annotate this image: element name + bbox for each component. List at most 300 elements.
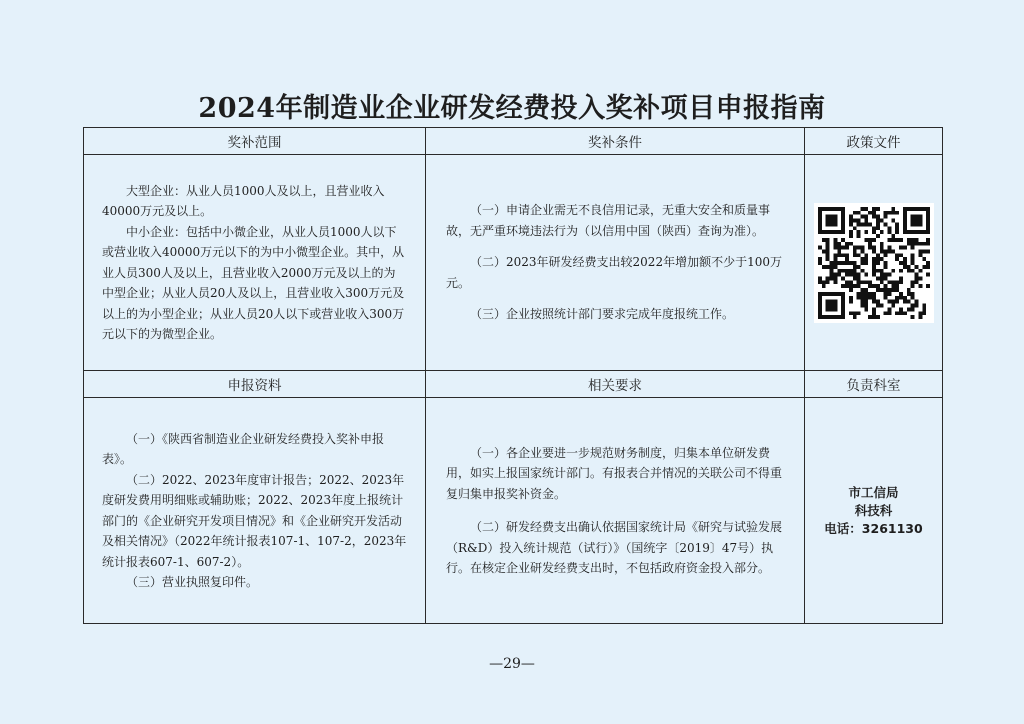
header-conditions: 奖补条件 bbox=[426, 128, 805, 155]
header-row-1 bbox=[84, 128, 943, 155]
qr-module bbox=[918, 268, 922, 272]
qr-module bbox=[891, 299, 895, 303]
qr-module bbox=[914, 241, 918, 245]
qr-module bbox=[872, 307, 876, 311]
qr-module bbox=[875, 299, 879, 303]
qr-module bbox=[821, 237, 825, 241]
qr-module bbox=[864, 291, 868, 295]
qr-module bbox=[856, 295, 860, 299]
header-scope: 奖补范围 bbox=[84, 128, 426, 155]
qr-module bbox=[852, 272, 856, 276]
qr-module bbox=[825, 218, 829, 222]
qr-module bbox=[833, 218, 837, 222]
qr-module bbox=[926, 237, 930, 241]
qr-module bbox=[837, 261, 841, 265]
qr-module bbox=[922, 207, 926, 211]
qr-module bbox=[883, 210, 887, 214]
qr-module bbox=[891, 303, 895, 307]
qr-module bbox=[875, 315, 879, 319]
qr-module bbox=[837, 207, 841, 211]
qr-module bbox=[856, 234, 860, 238]
qr-module bbox=[829, 207, 833, 211]
scope-paragraph: 中小企业：包括中小微企业，从业人员1000人以下或营业收入40000万元以下的为中小微型企业。其中，从业人员300人及以上，且营业收入2000万元及以上的为中型企业；从业人员20人及以上，且营业收入300万元及以上的为小型企业；从业人员20人以下或营业收入300万元以下的为微型企业。 bbox=[102, 224, 405, 341]
qr-module bbox=[864, 218, 868, 222]
qr-module bbox=[848, 241, 852, 245]
qr-module bbox=[883, 261, 887, 265]
qr-module bbox=[906, 207, 910, 211]
qr-module bbox=[833, 299, 837, 303]
qr-module bbox=[872, 237, 876, 241]
qr-module bbox=[926, 284, 930, 288]
qr-module bbox=[914, 272, 918, 276]
qr-module bbox=[906, 307, 910, 311]
qr-module bbox=[864, 280, 868, 284]
qr-module bbox=[864, 214, 868, 218]
qr-module bbox=[841, 299, 845, 303]
qr-module bbox=[848, 268, 852, 272]
qr-module bbox=[833, 276, 837, 280]
qr-module bbox=[902, 264, 906, 268]
qr-module bbox=[872, 264, 876, 268]
qr-module bbox=[852, 245, 856, 249]
qr-module bbox=[891, 207, 895, 211]
qr-module bbox=[821, 315, 825, 319]
qr-module bbox=[902, 311, 906, 315]
qr-module bbox=[845, 257, 849, 261]
qr-module bbox=[910, 291, 914, 295]
qr-module bbox=[895, 311, 899, 315]
qr-module bbox=[868, 295, 872, 299]
qr-module bbox=[879, 288, 883, 292]
qr-module bbox=[895, 299, 899, 303]
qr-module bbox=[833, 207, 837, 211]
qr-module bbox=[910, 230, 914, 234]
qr-module bbox=[825, 222, 829, 226]
qr-module bbox=[864, 207, 868, 211]
office-name: 市工信局 bbox=[848, 484, 899, 500]
qr-module bbox=[910, 261, 914, 265]
qr-module bbox=[833, 222, 837, 226]
qr-module bbox=[895, 257, 899, 261]
qr-module bbox=[852, 284, 856, 288]
qr-module bbox=[825, 291, 829, 295]
qr-module bbox=[887, 307, 891, 311]
qr-module bbox=[872, 291, 876, 295]
qr-module bbox=[821, 230, 825, 234]
qr-module bbox=[829, 272, 833, 276]
qr-module bbox=[825, 276, 829, 280]
qr-module bbox=[833, 291, 837, 295]
qr-module bbox=[837, 253, 841, 257]
qr-module bbox=[821, 249, 825, 253]
qr-module bbox=[852, 210, 856, 214]
qr-module bbox=[872, 299, 876, 303]
page-number: —29— bbox=[489, 656, 535, 672]
qr-module bbox=[910, 284, 914, 288]
qr-module bbox=[899, 268, 903, 272]
qr-module bbox=[902, 222, 906, 226]
qr-module bbox=[825, 303, 829, 307]
qr-module bbox=[922, 241, 926, 245]
qr-module bbox=[829, 299, 833, 303]
qr-module bbox=[883, 276, 887, 280]
qr-module bbox=[895, 280, 899, 284]
qr-module bbox=[887, 237, 891, 241]
qr-module bbox=[875, 234, 879, 238]
qr-module bbox=[818, 303, 822, 307]
qr-module bbox=[879, 276, 883, 280]
condition-paragraph: （三）企业按照统计部门要求完成年度报统工作。 bbox=[470, 307, 735, 322]
qr-module bbox=[910, 268, 914, 272]
qr-module bbox=[833, 315, 837, 319]
header-policy: 政策文件 bbox=[805, 128, 943, 155]
qr-module bbox=[821, 291, 825, 295]
qr-module bbox=[852, 253, 856, 257]
qr-module bbox=[918, 222, 922, 226]
qr-module bbox=[829, 218, 833, 222]
qr-module bbox=[860, 288, 864, 292]
qr-module bbox=[818, 307, 822, 311]
qr-module bbox=[883, 264, 887, 268]
header-row-2 bbox=[84, 371, 943, 398]
qr-module bbox=[902, 214, 906, 218]
qr-module bbox=[887, 288, 891, 292]
qr-module bbox=[825, 245, 829, 249]
qr-code-icon[interactable] bbox=[814, 203, 934, 323]
qr-module bbox=[856, 291, 860, 295]
qr-module bbox=[899, 291, 903, 295]
qr-module bbox=[899, 311, 903, 315]
qr-module bbox=[845, 268, 849, 272]
qr-module bbox=[829, 230, 833, 234]
qr-module bbox=[864, 261, 868, 265]
qr-module bbox=[818, 257, 822, 261]
qr-module bbox=[899, 237, 903, 241]
qr-module bbox=[821, 264, 825, 268]
qr-module bbox=[906, 241, 910, 245]
header-office: 负责科室 bbox=[805, 371, 943, 398]
qr-module bbox=[926, 230, 930, 234]
qr-module bbox=[825, 207, 829, 211]
qr-module bbox=[875, 288, 879, 292]
qr-module bbox=[841, 237, 845, 241]
qr-module bbox=[864, 253, 868, 257]
qr-module bbox=[837, 230, 841, 234]
qr-module bbox=[829, 303, 833, 307]
qr-module bbox=[910, 257, 914, 261]
qr-module bbox=[868, 280, 872, 284]
qr-module bbox=[845, 241, 849, 245]
qr-module bbox=[841, 226, 845, 230]
qr-module bbox=[825, 299, 829, 303]
qr-module bbox=[926, 207, 930, 211]
qr-module bbox=[926, 272, 930, 276]
qr-module bbox=[818, 299, 822, 303]
qr-module bbox=[818, 226, 822, 230]
qr-module bbox=[825, 264, 829, 268]
qr-module bbox=[906, 299, 910, 303]
qr-module bbox=[818, 261, 822, 265]
qr-module bbox=[887, 245, 891, 249]
qr-module bbox=[891, 237, 895, 241]
qr-module bbox=[926, 226, 930, 230]
qr-module bbox=[856, 264, 860, 268]
qr-module bbox=[891, 218, 895, 222]
qr-module bbox=[914, 207, 918, 211]
qr-module bbox=[860, 245, 864, 249]
qr-module bbox=[914, 280, 918, 284]
qr-module bbox=[868, 245, 872, 249]
qr-module bbox=[837, 268, 841, 272]
qr-module bbox=[837, 272, 841, 276]
qr-module bbox=[825, 249, 829, 253]
qr-module bbox=[841, 261, 845, 265]
qr-module bbox=[868, 222, 872, 226]
qr-module bbox=[860, 280, 864, 284]
qr-module bbox=[818, 291, 822, 295]
qr-module bbox=[848, 234, 852, 238]
qr-module bbox=[841, 303, 845, 307]
qr-module bbox=[837, 291, 841, 295]
qr-module bbox=[841, 284, 845, 288]
qr-module bbox=[887, 280, 891, 284]
qr-module bbox=[856, 210, 860, 214]
qr-module bbox=[926, 249, 930, 253]
qr-module bbox=[856, 284, 860, 288]
qr-module bbox=[883, 222, 887, 226]
qr-module bbox=[926, 261, 930, 265]
qr-module bbox=[887, 249, 891, 253]
office-phone: 电话：3261130 bbox=[824, 520, 923, 536]
qr-module bbox=[833, 237, 837, 241]
qr-module bbox=[875, 303, 879, 307]
qr-module bbox=[833, 303, 837, 307]
qr-module bbox=[883, 214, 887, 218]
qr-module bbox=[841, 276, 845, 280]
qr-module bbox=[895, 288, 899, 292]
qr-module bbox=[833, 280, 837, 284]
qr-module bbox=[872, 245, 876, 249]
qr-module bbox=[833, 307, 837, 311]
qr-module bbox=[845, 284, 849, 288]
qr-module bbox=[841, 222, 845, 226]
qr-module bbox=[926, 241, 930, 245]
scope-paragraph: 大型企业：从业人员1000人及以上，且营业收入40000万元及以上。 bbox=[102, 183, 385, 218]
qr-module bbox=[856, 276, 860, 280]
qr-module bbox=[875, 214, 879, 218]
qr-module bbox=[837, 245, 841, 249]
qr-module bbox=[860, 261, 864, 265]
qr-module bbox=[833, 272, 837, 276]
qr-module bbox=[902, 210, 906, 214]
qr-module bbox=[825, 241, 829, 245]
qr-module bbox=[856, 280, 860, 284]
qr-module bbox=[887, 311, 891, 315]
qr-module bbox=[918, 207, 922, 211]
qr-module bbox=[879, 218, 883, 222]
body-row-2 bbox=[84, 398, 943, 624]
conditions-cell bbox=[426, 155, 805, 371]
qr-module bbox=[848, 280, 852, 284]
qr-module bbox=[829, 291, 833, 295]
qr-module bbox=[848, 288, 852, 292]
requirement-paragraph: （一）各企业要进一步规范财务制度，归集本单位研发费用，如实上报国家统计部门。有报表合并情况的关联公司不得重复归集申报奖补资金。 bbox=[446, 445, 783, 501]
qr-module bbox=[818, 214, 822, 218]
qr-module bbox=[818, 207, 822, 211]
qr-module bbox=[860, 268, 864, 272]
qr-module bbox=[864, 303, 868, 307]
qr-module bbox=[872, 210, 876, 214]
qr-module bbox=[860, 207, 864, 211]
qr-module bbox=[825, 257, 829, 261]
qr-module bbox=[837, 241, 841, 245]
qr-module bbox=[895, 222, 899, 226]
qr-module bbox=[926, 210, 930, 214]
qr-module bbox=[872, 230, 876, 234]
qr-module bbox=[848, 272, 852, 276]
qr-module bbox=[818, 210, 822, 214]
qr-module bbox=[848, 311, 852, 315]
qr-module bbox=[914, 222, 918, 226]
qr-module bbox=[856, 245, 860, 249]
qr-module bbox=[918, 230, 922, 234]
qr-module bbox=[902, 295, 906, 299]
qr-module bbox=[864, 222, 868, 226]
qr-module bbox=[852, 268, 856, 272]
qr-module bbox=[860, 222, 864, 226]
qr-module bbox=[833, 261, 837, 265]
qr-module bbox=[833, 253, 837, 257]
qr-module bbox=[910, 280, 914, 284]
qr-module bbox=[845, 245, 849, 249]
condition-paragraph: （一）申请企业需无不良信用记录，无重大安全和质量事故，无严重环境违法行为（以信用中国（陕西）查询为准）。 bbox=[446, 203, 771, 238]
qr-module bbox=[879, 303, 883, 307]
qr-module bbox=[902, 257, 906, 261]
qr-module bbox=[825, 307, 829, 311]
qr-module bbox=[906, 264, 910, 268]
qr-module bbox=[825, 214, 829, 218]
header-materials: 申报资料 bbox=[84, 371, 426, 398]
qr-module bbox=[891, 210, 895, 214]
qr-module bbox=[841, 315, 845, 319]
qr-module bbox=[922, 303, 926, 307]
header-requirements: 相关要求 bbox=[426, 371, 805, 398]
qr-module bbox=[841, 291, 845, 295]
qr-module bbox=[856, 222, 860, 226]
qr-module bbox=[879, 272, 883, 276]
qr-module bbox=[891, 280, 895, 284]
qr-module bbox=[918, 249, 922, 253]
qr-module bbox=[829, 214, 833, 218]
qr-module bbox=[837, 315, 841, 319]
qr-module bbox=[910, 218, 914, 222]
qr-module bbox=[852, 311, 856, 315]
qr-module bbox=[818, 276, 822, 280]
qr-module bbox=[845, 261, 849, 265]
qr-module bbox=[879, 245, 883, 249]
qr-module bbox=[872, 311, 876, 315]
qr-module bbox=[864, 307, 868, 311]
qr-module bbox=[848, 230, 852, 234]
qr-module bbox=[841, 307, 845, 311]
qr-module bbox=[829, 264, 833, 268]
qr-module bbox=[829, 222, 833, 226]
qr-module bbox=[856, 253, 860, 257]
qr-module bbox=[914, 218, 918, 222]
qr-module bbox=[833, 245, 837, 249]
qr-module bbox=[918, 284, 922, 288]
qr-module bbox=[883, 311, 887, 315]
qr-module bbox=[868, 210, 872, 214]
qr-module bbox=[883, 291, 887, 295]
qr-module bbox=[887, 226, 891, 230]
qr-module bbox=[841, 295, 845, 299]
qr-module bbox=[895, 210, 899, 214]
qr-module bbox=[879, 241, 883, 245]
qr-module bbox=[899, 245, 903, 249]
qr-module bbox=[910, 214, 914, 218]
qr-module bbox=[864, 299, 868, 303]
qr-module bbox=[825, 315, 829, 319]
qr-module bbox=[841, 311, 845, 315]
qr-module bbox=[918, 315, 922, 319]
requirement-paragraph: （二）研发经费支出确认依据国家统计局《研究与试验发展（R&D）投入统计规范（试行）》（国统字〔2019〕47号）执行。在核定企业研发经费支出时，不包括政府资金投入部分。 bbox=[446, 520, 783, 575]
qr-module bbox=[899, 261, 903, 265]
qr-module bbox=[829, 307, 833, 311]
qr-module bbox=[902, 218, 906, 222]
qr-module bbox=[910, 222, 914, 226]
qr-module bbox=[856, 218, 860, 222]
qr-module bbox=[879, 249, 883, 253]
qr-module bbox=[887, 230, 891, 234]
qr-module bbox=[891, 268, 895, 272]
qr-module bbox=[868, 241, 872, 245]
qr-module bbox=[918, 311, 922, 315]
qr-module bbox=[841, 268, 845, 272]
requirements-cell bbox=[426, 398, 805, 624]
qr-module bbox=[875, 253, 879, 257]
qr-module bbox=[906, 268, 910, 272]
qr-module bbox=[906, 237, 910, 241]
qr-module bbox=[852, 315, 856, 319]
qr-module bbox=[879, 230, 883, 234]
qr-module bbox=[864, 288, 868, 292]
qr-module bbox=[821, 280, 825, 284]
qr-module bbox=[841, 230, 845, 234]
qr-module bbox=[848, 284, 852, 288]
qr-module bbox=[829, 315, 833, 319]
qr-module bbox=[841, 207, 845, 211]
qr-module bbox=[860, 249, 864, 253]
qr-module bbox=[891, 249, 895, 253]
qr-module bbox=[906, 230, 910, 234]
qr-module bbox=[879, 257, 883, 261]
qr-module bbox=[860, 291, 864, 295]
qr-module bbox=[864, 257, 868, 261]
qr-module bbox=[818, 245, 822, 249]
qr-module bbox=[883, 288, 887, 292]
qr-module bbox=[860, 295, 864, 299]
qr-module bbox=[825, 237, 829, 241]
qr-module bbox=[872, 295, 876, 299]
material-paragraph: （二）2022、2023年度审计报告；2022、2023年度研发费用明细账或辅助账；2022、2023年度上报统计部门的《企业研究开发项目情况》和《企业研究开发活动及相关情况》（2022年统计报表107-1、107-2，2023年统计报表607-1、607-2）。 bbox=[102, 472, 407, 569]
qr-module bbox=[868, 284, 872, 288]
qr-module bbox=[852, 261, 856, 265]
qr-module bbox=[922, 264, 926, 268]
qr-module bbox=[926, 218, 930, 222]
qr-module bbox=[887, 291, 891, 295]
qr-module bbox=[895, 230, 899, 234]
